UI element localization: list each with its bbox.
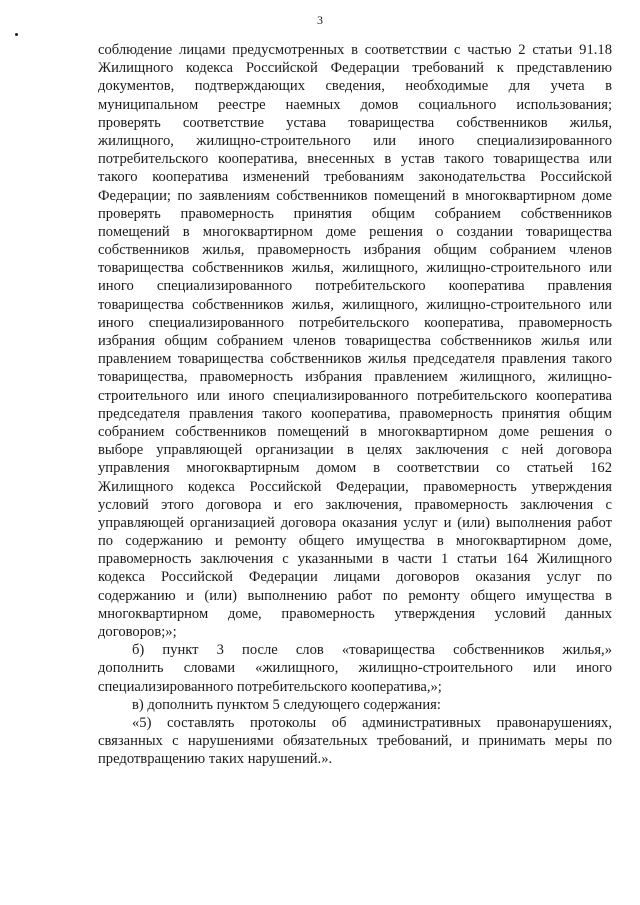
text-line: помещений в многоквартирном доме решения о создании товарищества bbox=[98, 223, 612, 240]
text-line: «5) составлять протоколы об административных правонарушениях, bbox=[132, 714, 612, 731]
text-line: управления многоквартирным домом в соответствии со статьей 162 bbox=[98, 460, 612, 477]
text-line: иного специализированного потребительского кооператива правления bbox=[98, 278, 612, 295]
text-line: правлением товарищества собственников жилья председателя правления такого bbox=[98, 351, 612, 368]
text-line: муниципальном реестре наемных домов социального использования; bbox=[98, 96, 612, 113]
text-line: многоквартирном доме, правомерность утверждения условий данных bbox=[98, 605, 612, 622]
text-line: проверять правомерность принятия общим собранием собственников bbox=[98, 205, 612, 222]
text-line: жилищного, жилищно-строительного или иного специализированного bbox=[98, 132, 612, 149]
page-number: 3 bbox=[317, 13, 323, 27]
text-line: условий этого договора и его заключения, правомерность заключения с bbox=[98, 496, 612, 513]
text-line: Жилищного кодекса Российской Федерации, правомерность утверждения bbox=[98, 478, 612, 495]
text-line: кодекса Российской Федерации лицами договоров оказания услуг по bbox=[98, 569, 612, 586]
text-line: потребительского кооператива, внесенных в устав такого товарищества или bbox=[98, 151, 612, 168]
text-line: товарищества, правомерность избрания правлением жилищного, жилищно- bbox=[98, 369, 612, 386]
text-line: договоров;»; bbox=[98, 624, 177, 640]
text-line: избрания общим собранием членов товарищества собственников жилья или bbox=[98, 333, 612, 349]
document-body bbox=[98, 41, 612, 769]
text-line: б) пункт 3 после слов «товарищества собственников жилья,» bbox=[132, 642, 612, 659]
text-line: Федерации; по заявлениям собственников помещений в многоквартирном доме bbox=[98, 187, 612, 204]
text-line: в) дополнить пунктом 5 следующего содержания: bbox=[132, 696, 441, 713]
text-line: дополнить словами «жилищного, жилищно-строительного или иного bbox=[98, 660, 612, 677]
text-line: правомерность заключения с указанными в части 1 статьи 164 Жилищного bbox=[98, 551, 612, 568]
text-line: Жилищного кодекса Российской Федерации требований к представлению bbox=[98, 60, 612, 77]
text-line: такого кооператива изменений требованиям законодательства Российской bbox=[98, 169, 612, 186]
text-line: товарищества собственников жилья, жилищного, жилищно-строительного или bbox=[98, 296, 612, 313]
text-line: собранием собственников помещений в многоквартирном доме решения о bbox=[98, 423, 612, 440]
text-line: иного специализированного потребительского кооператива, правомерность bbox=[98, 314, 612, 331]
text-line: строительного или иного специализированного потребительского кооператива bbox=[98, 387, 612, 404]
text-line: документов, подтверждающих сведения, необходимые для учета в bbox=[98, 78, 612, 95]
text-line: председателя правления такого кооператива, правомерность принятия общим bbox=[98, 405, 612, 422]
text-line: проверять соответствие устава товарищества собственников жилья, bbox=[98, 114, 612, 131]
text-line: связанных с нарушениями обязательных требований, и принимать меры по bbox=[98, 733, 612, 750]
text-line: соблюдение лицами предусмотренных в соответствии с частью 2 статьи 91.18 bbox=[98, 42, 612, 58]
text-line: собственников жилья, правомерность избрания общим собранием членов bbox=[98, 242, 612, 259]
text-line: товарищества собственников жилья, жилищного, жилищно-строительного или bbox=[98, 260, 612, 277]
text-line: предотвращению таких нарушений.». bbox=[98, 751, 333, 768]
text-line: выборе управляющей организации в целях заключения с ней договора bbox=[98, 442, 612, 459]
text-line: содержанию и (или) выполнению работ по ремонту общего имущества в bbox=[98, 587, 612, 604]
scan-speck bbox=[15, 33, 18, 36]
text-line: по содержанию и ремонту общего имущества в многоквартирном доме, bbox=[98, 533, 612, 550]
text-line: специализированного потребительского кооператива,»; bbox=[98, 678, 442, 695]
text-line: управляющей организацией договора оказания услуг и (или) выполнения работ bbox=[98, 514, 612, 531]
